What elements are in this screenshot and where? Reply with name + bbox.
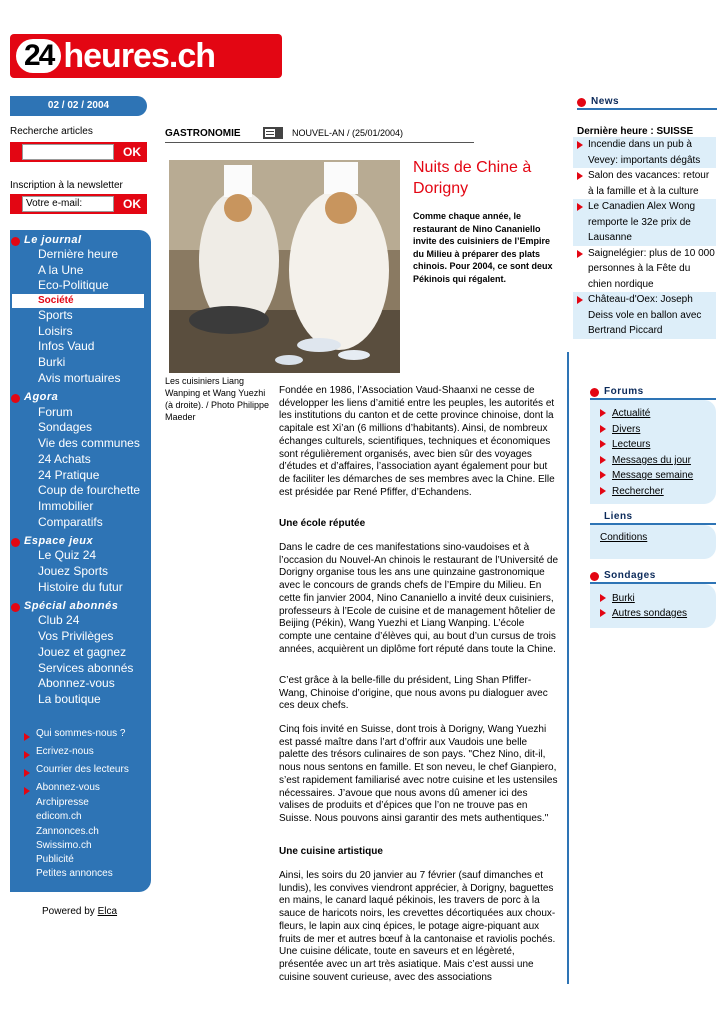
section-bullet-icon <box>11 603 20 612</box>
newsletter-email-input[interactable]: Votre e-mail: <box>22 196 114 212</box>
forums-title: Forums <box>604 386 644 397</box>
section-bullet-icon <box>590 388 599 397</box>
nav-item-sondages[interactable]: Sondages <box>38 420 93 434</box>
site-logo[interactable] <box>10 34 282 78</box>
arrow-icon <box>600 609 606 617</box>
nav-item-societe[interactable]: Société <box>12 294 144 308</box>
arrow-icon <box>600 487 606 495</box>
forums-box <box>590 400 716 504</box>
nav-item-abonnez-vous[interactable]: Abonnez-vous <box>38 676 115 690</box>
print-icon[interactable] <box>262 126 284 140</box>
arrow-icon <box>600 456 606 464</box>
link-courrier-des-lecteurs[interactable]: Courrier des lecteurs <box>36 764 129 775</box>
arrow-icon <box>577 296 583 304</box>
arrow-icon <box>577 172 583 180</box>
news-header <box>577 96 717 110</box>
liens-header <box>590 511 716 525</box>
header-underline <box>577 108 717 110</box>
search-box <box>10 142 147 162</box>
news-list <box>573 137 716 339</box>
arrow-icon <box>577 203 583 211</box>
forums-header <box>590 386 716 400</box>
link-publicite[interactable]: Publicité <box>36 854 74 865</box>
nav-section-journal: Le journal <box>24 234 82 246</box>
nav-item-24-pratique[interactable]: 24 Pratique <box>38 468 100 482</box>
link-abonnez-vous[interactable]: Abonnez-vous <box>36 782 100 793</box>
news-item[interactable] <box>573 199 716 246</box>
logo-word: heures.ch <box>63 36 215 75</box>
news-item-text: Salon des vacances: retour à la famille et à la culture <box>588 170 710 197</box>
nav-item-jouez-sports[interactable]: Jouez Sports <box>38 564 109 578</box>
link-swissimo[interactable]: Swissimo.ch <box>36 840 92 851</box>
nav-item-a-la-une[interactable]: A la Une <box>38 263 84 277</box>
nav-item-coup-de-fourchette[interactable]: Coup de fourchette <box>38 483 141 497</box>
nav-item-sports[interactable]: Sports <box>38 308 73 322</box>
link-zannonces[interactable]: Zannonces.ch <box>36 826 99 837</box>
nav-item-derniere-heure[interactable]: Dernière heure <box>38 247 119 261</box>
search-input[interactable] <box>22 144 114 160</box>
arrow-icon <box>600 425 606 433</box>
news-item-text: Château-d'Oex: Joseph Deiss vole en ballon avec Bertrand Piccard <box>588 294 702 336</box>
newsletter-ok-button[interactable]: OK <box>123 197 141 211</box>
arrow-icon <box>600 440 606 448</box>
arrow-icon <box>600 409 606 417</box>
section-bullet-icon <box>577 98 586 107</box>
newsletter-box <box>10 194 147 214</box>
powered-by <box>42 906 117 917</box>
arrow-icon <box>600 471 606 479</box>
sondages-title: Sondages <box>604 570 656 581</box>
article-paragraph: Ainsi, les soirs du 20 janvier au 7 février (sauf dimanches et lundis), les convives viendront apprécier, à Dorigny, baguettes en mains, le canard laqué pékinois, les travers de porc à la sauce de haricots noirs, les crevettes décortiquées aux choux-fleurs, le lapin aux cinq épices, le potage aigre-piquant aux fruits de mer et autres bœuf à la cantonaise et raviolis pochés. Une cuisine délicate, toute en saveurs et en légèreté, présentée avec un art très asiatique. Mais c’est aussi une cuisine souvent curieuse, avec des associations <box>279 870 556 983</box>
nav-item-histoire-du-futur[interactable]: Histoire du futur <box>38 580 123 594</box>
nav-item-avis-mortuaires[interactable]: Avis mortuaires <box>38 371 121 385</box>
news-item-text: Le Canadien Alex Wong remporte le 32e prix de Lausanne <box>588 201 696 243</box>
nav-item-la-boutique[interactable]: La boutique <box>38 692 101 706</box>
news-title: News <box>591 96 620 107</box>
sondages-box <box>590 584 716 628</box>
link-arrow-icon <box>24 751 30 759</box>
news-item[interactable] <box>573 246 716 293</box>
forum-link-divers[interactable]: Divers <box>612 424 641 435</box>
nav-item-loisirs[interactable]: Loisirs <box>38 324 73 338</box>
article-subheading: Une cuisine artistique <box>279 846 383 857</box>
forum-link-actualite[interactable]: Actualité <box>612 408 651 419</box>
news-item[interactable] <box>573 168 716 199</box>
liens-box <box>590 525 716 559</box>
news-item[interactable] <box>573 137 716 168</box>
nav-item-24-achats[interactable]: 24 Achats <box>38 452 91 466</box>
news-item[interactable] <box>573 292 716 339</box>
link-ecrivez-nous[interactable]: Ecrivez-nous <box>36 746 94 757</box>
right-column-rule <box>567 352 569 984</box>
liens-title: Liens <box>604 511 633 522</box>
article-title: Nuits de Chine à Dorigny <box>413 159 532 197</box>
section-bullet-icon <box>11 394 20 403</box>
link-qui-sommes-nous[interactable]: Qui sommes-nous ? <box>36 728 126 739</box>
nav-item-comparatifs[interactable]: Comparatifs <box>38 515 103 529</box>
sondages-header <box>590 570 716 584</box>
nav-section-agora: Agora <box>24 391 59 403</box>
link-archipresse[interactable]: Archipresse <box>36 797 89 808</box>
article-photo <box>169 160 400 373</box>
nav-item-club-24[interactable]: Club 24 <box>38 613 80 627</box>
nav-item-le-quiz-24[interactable]: Le Quiz 24 <box>38 548 97 562</box>
nav-section-special-abonnes: Spécial abonnés <box>24 600 119 612</box>
nav-item-services-abonnes[interactable]: Services abonnés <box>38 661 134 675</box>
article-lead: Comme chaque année, le restaurant de Nino Cananiello invite des cuisiniers de l’Empire du Milieu à préparer des plats chinois. Pour 2004, ce sont deux Pékinois qui régalent. <box>413 211 553 284</box>
link-arrow-icon <box>24 733 30 741</box>
logo-badge: 24 <box>16 39 61 73</box>
arrow-icon <box>577 141 583 149</box>
forum-link-lecteurs[interactable]: Lecteurs <box>612 439 651 450</box>
nav-item-immobilier[interactable]: Immobilier <box>38 499 94 513</box>
news-item-text: Saignelégier: plus de 10 000 personnes à la Fête du chien nordique <box>588 247 715 290</box>
powered-by-label: Powered by <box>42 906 95 917</box>
link-edicom[interactable]: edicom.ch <box>36 811 82 822</box>
sondage-link-burki[interactable]: Burki <box>612 593 635 604</box>
date-bar: 02 / 02 / 2004 <box>10 96 147 116</box>
article-meta: NOUVEL-AN / (25/01/2004) <box>292 128 404 138</box>
liens-link-conditions[interactable]: Conditions <box>600 532 648 543</box>
nav-item-vie-des-communes[interactable]: Vie des communes <box>38 436 140 450</box>
article-section: GASTRONOMIE <box>165 128 241 139</box>
section-bullet-icon <box>590 572 599 581</box>
nav-item-eco-politique[interactable]: Eco-Politique <box>38 278 109 292</box>
section-bullet-icon <box>11 237 20 246</box>
forum-link-rechercher[interactable]: Rechercher <box>612 486 664 497</box>
section-bullet-icon <box>11 538 20 547</box>
sidebar-nav <box>10 230 151 892</box>
article-paragraph: Cinq fois invité en Suisse, dont trois à Dorigny, Wang Yuezhi est passé maître dans l’art d’offrir aux Vaudois une belle palette des trésors culinaires de son pays. "Chez Nino, dit-il, nous nous sentons en famille. Et son neveu, le chef Gianpiero, s’est rapidement familiarisé avec notre cuisine et les ustensiles nécessaires. J’avoue que nous avons dû amener ici des valises de produits et d’épices que l’on ne trouve pas en Suisse. Nous pouvons ainsi garantir des mets authentiques." <box>279 724 558 824</box>
arrow-icon <box>577 250 583 258</box>
article-subheading: Une école réputée <box>279 518 366 529</box>
search-label: Recherche articles <box>10 126 93 137</box>
nav-item-infos-vaud[interactable]: Infos Vaud <box>38 339 95 353</box>
nav-item-forum[interactable]: Forum <box>38 405 73 419</box>
forum-link-messages-du-jour[interactable]: Messages du jour <box>612 455 691 466</box>
newsletter-label: Inscription à la newsletter <box>10 180 123 191</box>
link-petites-annonces[interactable]: Petites annonces <box>36 868 113 879</box>
article-paragraph: Fondée en 1986, l’Association Vaud-Shaanxi ne cesse de développer les liens d’amitié entre les peuples, les autorités et les institutions du canton et de cette province chinoise, dont la capitale est Xi’an (6 millions d’habitants). Ainsi, de nombreux échanges culturels, scientifiques, techniques et économiques sont régulièrement organisés, avec bien sûr des voyages d’études et d’affaires, l’association ayant également pour but de faciliter les démarches de ses membres avec la Chine. Elle est présidée par René Pfiffer, d’Echandens. <box>279 385 555 498</box>
link-arrow-icon <box>24 769 30 777</box>
nav-item-jouez-et-gagnez[interactable]: Jouez et gagnez <box>38 645 127 659</box>
nav-item-vos-privileges[interactable]: Vos Privilèges <box>38 629 114 643</box>
article-paragraph: Dans le cadre de ces manifestations sino-vaudoises et à l’occasion du Nouvel-An chinois le restaurant de l’Université de Dorigny organise tous les ans une quinzaine gastronomique avec le concours de grands chefs de l’Empire du Milieu. En cette fin janvier 2004, Nino Cananiello a invité deux cuisiniers, professeurs à l’Ecole de cuisine et de management hôtelier de Beijing (Pékin), Wang Yuezhi et Liang Wanping. L’école compte une centaine d’élèves qui, au bout d’un cursus de trois années, acquièrent un diplôme fort réputé dans toute la Chine. <box>279 542 559 655</box>
forum-link-message-semaine[interactable]: Message semaine <box>612 470 694 481</box>
link-arrow-icon <box>24 787 30 795</box>
photo-caption: Les cuisiniers Liang Wanping et Wang Yuezhi (à droite). / Photo Philippe Maeder <box>165 376 270 422</box>
article-divider <box>165 142 474 143</box>
nav-section-espace-jeux: Espace jeux <box>24 535 94 547</box>
sondage-link-autres[interactable]: Autres sondages <box>612 608 688 619</box>
powered-by-link[interactable]: Elca <box>97 906 118 917</box>
nav-item-burki[interactable]: Burki <box>38 355 66 369</box>
article-paragraph: C’est grâce à la belle-fille du président, Ling Shan Pfiffer-Wang, Chinoise d’origine, que nous avons pu dialoguer avec ces deux chefs. <box>279 675 548 712</box>
search-ok-button[interactable]: OK <box>123 145 141 159</box>
news-item-text: Incendie dans un pub à Vevey: importants dégâts <box>588 139 701 166</box>
arrow-icon <box>600 594 606 602</box>
news-subtitle: Dernière heure : SUISSE <box>577 126 694 137</box>
